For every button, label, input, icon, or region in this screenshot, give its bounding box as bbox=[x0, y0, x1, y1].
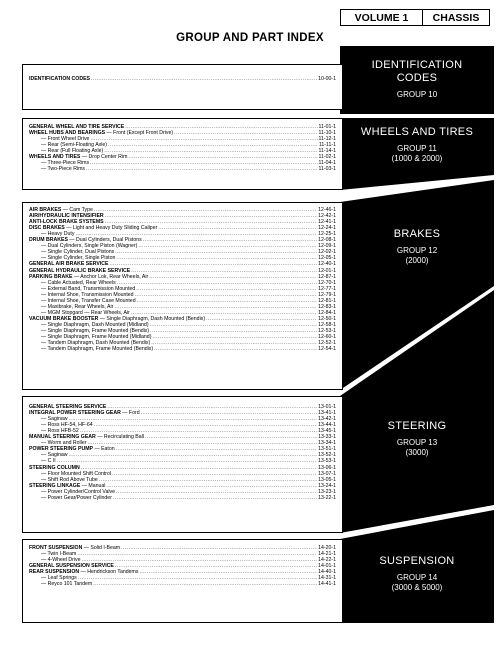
entry-heading: STEERING LINKAGE bbox=[29, 482, 81, 489]
index-entry[interactable] bbox=[41, 166, 336, 172]
page-number: 12-84-1 bbox=[318, 309, 336, 316]
page-number: 14-22-1 bbox=[318, 557, 336, 564]
page-number: 12-52-1 bbox=[318, 340, 336, 347]
entry-subtitle: — Internal Shoe, Transfer Case Mounted bbox=[41, 297, 136, 304]
page-number: 11-03-1 bbox=[318, 166, 336, 173]
entry-heading: REAR SUSPENSION bbox=[29, 569, 80, 576]
page-number: 14-40-1 bbox=[318, 569, 336, 576]
entry-subtitle: — Drop Center Rim bbox=[80, 154, 128, 161]
entry-heading: GENERAL SUSPENSION SERVICE bbox=[29, 563, 114, 570]
group-subtitle-line: (3000) bbox=[405, 448, 429, 457]
page-number: 12-46-1 bbox=[318, 207, 336, 213]
entry-heading: GENERAL WHEEL AND TIRE SERVICE bbox=[29, 124, 125, 130]
entry-heading: VACUUM BRAKE BOOSTER bbox=[29, 315, 99, 322]
entry-subtitle: — Single Diaphragm, Dash Mounted (Midland) bbox=[41, 321, 149, 328]
group-box-steering bbox=[22, 396, 343, 533]
entry-subtitle: — Ford bbox=[120, 410, 140, 417]
entry-subtitle: — Front (Except Front Drive) bbox=[105, 130, 174, 137]
entry-subtitle: — Eaton bbox=[93, 446, 115, 453]
page-number: 13-45-1 bbox=[318, 428, 336, 435]
index-entry[interactable] bbox=[41, 581, 336, 587]
page-number: 12-25-1 bbox=[318, 231, 336, 238]
entry-heading: WHEELS AND TIRES bbox=[29, 154, 81, 161]
index-entry[interactable] bbox=[29, 76, 336, 82]
entry-subtitle: — Ross HF-54, HF-64 bbox=[41, 422, 93, 429]
entry-subtitle: — Tandem Diaphragm, Frame Mounted (Bendix) bbox=[41, 346, 154, 353]
page-number: 13-33-1 bbox=[318, 434, 336, 441]
page-number: 14-41-1 bbox=[318, 581, 336, 588]
page-number: 14-01-1 bbox=[318, 563, 336, 570]
entry-heading: AIR/HYDRAULIC INTENSIFIER bbox=[29, 213, 104, 220]
dot-leader bbox=[154, 346, 317, 352]
entry-subtitle: — Cam Type bbox=[61, 207, 93, 213]
page-number: 11-10-1 bbox=[318, 130, 336, 137]
entry-title bbox=[41, 166, 85, 172]
dot-leader bbox=[113, 495, 317, 501]
group-box-suspension bbox=[22, 539, 343, 623]
group-label-identification[interactable] bbox=[342, 59, 492, 100]
entry-subtitle: — Leaf Springs bbox=[41, 575, 77, 582]
entry-subtitle: — Power Gear/Power Cylinder bbox=[41, 494, 112, 501]
entry-subtitle: — 4-Wheel Drive bbox=[41, 557, 81, 564]
group-title: SUSPENSION bbox=[379, 555, 455, 567]
page-number: 14-20-1 bbox=[318, 545, 336, 551]
page-number: 12-50-1 bbox=[318, 315, 336, 322]
entry-subtitle: — Single Cylinder, Dual Pistons bbox=[41, 249, 115, 256]
entry-subtitle: — Rear (Semi-Floating Axle) bbox=[41, 142, 108, 149]
page-number: 13-22-1 bbox=[318, 494, 336, 501]
group-title: WHEELS AND TIRES bbox=[360, 126, 474, 138]
page-number: 12-54-1 bbox=[318, 346, 336, 353]
group-label-wheels[interactable] bbox=[342, 126, 492, 164]
page-number: 12-02-1 bbox=[318, 249, 336, 256]
entry-heading: IDENTIFICATION CODES bbox=[29, 76, 91, 82]
entry-subtitle: — Single Cylinder, Single Piston bbox=[41, 255, 116, 262]
entry-subtitle: — Tandem Diaphragm, Dash Mounted (Bendix) bbox=[41, 340, 151, 347]
group-subtitle-line: GROUP 13 bbox=[396, 438, 438, 447]
entry-subtitle: — Worm and Roller bbox=[41, 440, 87, 447]
entry-title bbox=[41, 346, 153, 352]
entry-heading: ANTI-LOCK BRAKE SYSTEMS bbox=[29, 219, 104, 226]
page-number: 12-09-1 bbox=[318, 243, 336, 250]
group-subtitle-line: (1000 & 2000) bbox=[391, 154, 443, 163]
page-number: 12-81-1 bbox=[318, 297, 336, 304]
group-number bbox=[342, 90, 492, 100]
page-number: 12-41-1 bbox=[318, 219, 336, 226]
group-number bbox=[342, 144, 492, 164]
volume-label: VOLUME 1 bbox=[341, 10, 423, 25]
dot-leader bbox=[91, 76, 317, 82]
entry-subtitle: — Solid I-Beam bbox=[82, 545, 121, 551]
page-number: 13-05-1 bbox=[318, 476, 336, 483]
entry-heading: MANUAL STEERING GEAR bbox=[29, 434, 96, 441]
entry-subtitle: — Twin I-Beam bbox=[41, 551, 77, 558]
group-number bbox=[342, 438, 492, 458]
group-box-wheels bbox=[22, 118, 343, 190]
page-number: 12-01-1 bbox=[318, 267, 336, 274]
entry-subtitle: — Dual Cylinders, Single Piston (Wagner) bbox=[41, 243, 138, 250]
group-subtitle-line: GROUP 12 bbox=[396, 246, 438, 255]
group-box-identification bbox=[22, 64, 343, 110]
entry-subtitle: — Hendrickson Tandems bbox=[79, 569, 139, 576]
page-number: 12-83-1 bbox=[318, 303, 336, 310]
page-number: 12-60-1 bbox=[318, 334, 336, 341]
entry-title bbox=[29, 76, 90, 82]
entry-heading: AIR BRAKES bbox=[29, 207, 62, 213]
page-number: 13-44-1 bbox=[318, 422, 336, 429]
page-number: 13-42-1 bbox=[318, 416, 336, 423]
page-number: 12-77-1 bbox=[318, 285, 336, 292]
entry-heading: WHEEL HUBS AND BEARINGS bbox=[29, 130, 106, 137]
entry-subtitle: — MGM Stopgard — Rear Wheels, Air bbox=[41, 309, 130, 316]
group-subtitle-line: (2000) bbox=[405, 256, 429, 265]
entry-subtitle: — Saginaw bbox=[41, 452, 68, 459]
group-box-brakes bbox=[22, 202, 343, 390]
page-number: 12-05-1 bbox=[318, 255, 336, 262]
index-entry[interactable] bbox=[41, 495, 336, 501]
entry-title bbox=[41, 495, 112, 501]
group-label-suspension[interactable] bbox=[342, 555, 492, 593]
page-number: 13-34-1 bbox=[318, 440, 336, 447]
page-number: 13-07-1 bbox=[318, 470, 336, 477]
page-number: 12-08-1 bbox=[318, 237, 336, 244]
entry-subtitle: — External Band, Transmission Mounted bbox=[41, 285, 136, 292]
page-number: 13-06-1 bbox=[318, 464, 336, 471]
page-number: 11-01-1 bbox=[318, 124, 336, 130]
page-number: 12-70-1 bbox=[318, 279, 336, 286]
entry-subtitle: — Cable Actuated, Rear Wheels bbox=[41, 279, 116, 286]
group-title: CODES bbox=[396, 72, 438, 84]
entry-subtitle: — C II bbox=[41, 458, 56, 465]
entry-heading: PARKING BRAKE bbox=[29, 273, 73, 280]
entry-subtitle: — Maxibrake, Rear Wheels, Air bbox=[41, 303, 114, 310]
entry-subtitle: — Two-Piece Rims bbox=[41, 166, 86, 173]
page-number: 13-53-1 bbox=[318, 458, 336, 465]
page-number: 13-24-1 bbox=[318, 482, 336, 489]
group-title: STEERING bbox=[387, 420, 447, 432]
entry-heading: DRUM BRAKES bbox=[29, 237, 68, 244]
entry-title bbox=[41, 581, 92, 587]
entry-subtitle: — Light and Heavy Duty Sliding Caliper bbox=[64, 225, 158, 232]
group-label-brakes[interactable] bbox=[342, 228, 492, 266]
entry-subtitle: — Rear (Full Floating Axle) bbox=[41, 148, 104, 155]
entry-subtitle: — Front Wheel Drive bbox=[41, 136, 90, 143]
dot-leader bbox=[86, 166, 317, 172]
page-number: 12-40-1 bbox=[318, 261, 336, 268]
entry-subtitle: — Manual bbox=[80, 482, 106, 489]
page-number: 11-11-1 bbox=[318, 142, 336, 149]
entry-heading: GENERAL STEERING SERVICE bbox=[29, 404, 107, 410]
entry-subtitle: — Reyco 101 Tandem bbox=[41, 581, 93, 588]
entry-heading: POWER STEERING PUMP bbox=[29, 446, 93, 453]
entry-subtitle: — Power Cylinder/Control Valve bbox=[41, 488, 115, 495]
page-number: 11-12-1 bbox=[318, 136, 336, 143]
group-number bbox=[342, 573, 492, 593]
page-number: 12-53-1 bbox=[318, 328, 336, 334]
entry-subtitle: — Single Diaphragm, Frame Mounted (Bendix) bbox=[41, 328, 150, 334]
group-label-steering[interactable] bbox=[342, 420, 492, 458]
dot-leader bbox=[93, 581, 317, 587]
group-subtitle-line: (3000 & 5000) bbox=[391, 583, 443, 592]
entry-subtitle: — Saginaw bbox=[41, 416, 68, 423]
entry-heading: GENERAL HYDRAULIC BRAKE SERVICE bbox=[29, 267, 131, 274]
page-number: 13-52-1 bbox=[318, 452, 336, 459]
entry-heading: STEERING COLUMN bbox=[29, 464, 80, 471]
group-number bbox=[342, 246, 492, 266]
entry-subtitle: — Recirculating Ball bbox=[95, 434, 144, 441]
page-number: 13-01-1 bbox=[318, 404, 336, 410]
entry-subtitle: — Ross HFB-52 bbox=[41, 428, 79, 435]
group-subtitle-line: GROUP 10 bbox=[396, 90, 438, 99]
entry-subtitle: — Single Diaphragm, Dash Mounted (Bendix) bbox=[98, 315, 206, 322]
page-number: 12-87-1 bbox=[318, 273, 336, 280]
page-number: 13-51-1 bbox=[318, 446, 336, 453]
page-number: 14-21-1 bbox=[318, 551, 336, 558]
section-label: CHASSIS bbox=[432, 11, 480, 24]
page-number: 12-79-1 bbox=[318, 291, 336, 298]
entry-subtitle: — Floor Mounted Shift Control bbox=[41, 470, 112, 477]
index-entry[interactable] bbox=[41, 346, 336, 352]
entry-subtitle: — Internal Shoe, Transmission Mounted bbox=[41, 291, 134, 298]
entry-subtitle: — Three-Piece Rims bbox=[41, 160, 90, 167]
entry-subtitle: — Shift Rod Above Tube bbox=[41, 476, 98, 483]
entry-subtitle: — Anchor Lok, Rear Wheels, Air bbox=[72, 273, 149, 280]
page-number: 11-04-1 bbox=[318, 160, 336, 167]
entry-subtitle: — Dual Cylinders, Dual Pistons bbox=[67, 237, 142, 244]
page-title: GROUP AND PART INDEX bbox=[176, 32, 324, 44]
page-number: 13-23-1 bbox=[318, 488, 336, 495]
entry-heading: GENERAL AIR BRAKE SERVICE bbox=[29, 261, 109, 268]
page-number: 11-02-1 bbox=[318, 154, 336, 161]
page-number: 10-00-1 bbox=[318, 76, 336, 82]
page-number: 12-42-1 bbox=[318, 213, 336, 220]
group-title: BRAKES bbox=[393, 228, 441, 240]
page-number: 12-24-1 bbox=[318, 225, 336, 232]
group-subtitle-line: GROUP 11 bbox=[397, 144, 437, 153]
entry-heading: DISC BRAKES bbox=[29, 225, 65, 232]
entry-subtitle: — Single Diaphragm, Frame Mounted (Midland) bbox=[41, 334, 152, 341]
entry-subtitle: — Heavy Duty bbox=[41, 231, 75, 238]
entry-heading: INTEGRAL POWER STEERING GEAR bbox=[29, 410, 121, 417]
page-number: 13-41-1 bbox=[318, 410, 336, 417]
page-number: 12-58-1 bbox=[318, 321, 336, 328]
entry-heading: FRONT SUSPENSION bbox=[29, 545, 83, 551]
group-title: IDENTIFICATION bbox=[371, 59, 463, 71]
page-number: 11-14-1 bbox=[318, 148, 336, 155]
group-subtitle-line: GROUP 14 bbox=[396, 573, 438, 582]
page-number: 14-31-1 bbox=[318, 575, 336, 582]
